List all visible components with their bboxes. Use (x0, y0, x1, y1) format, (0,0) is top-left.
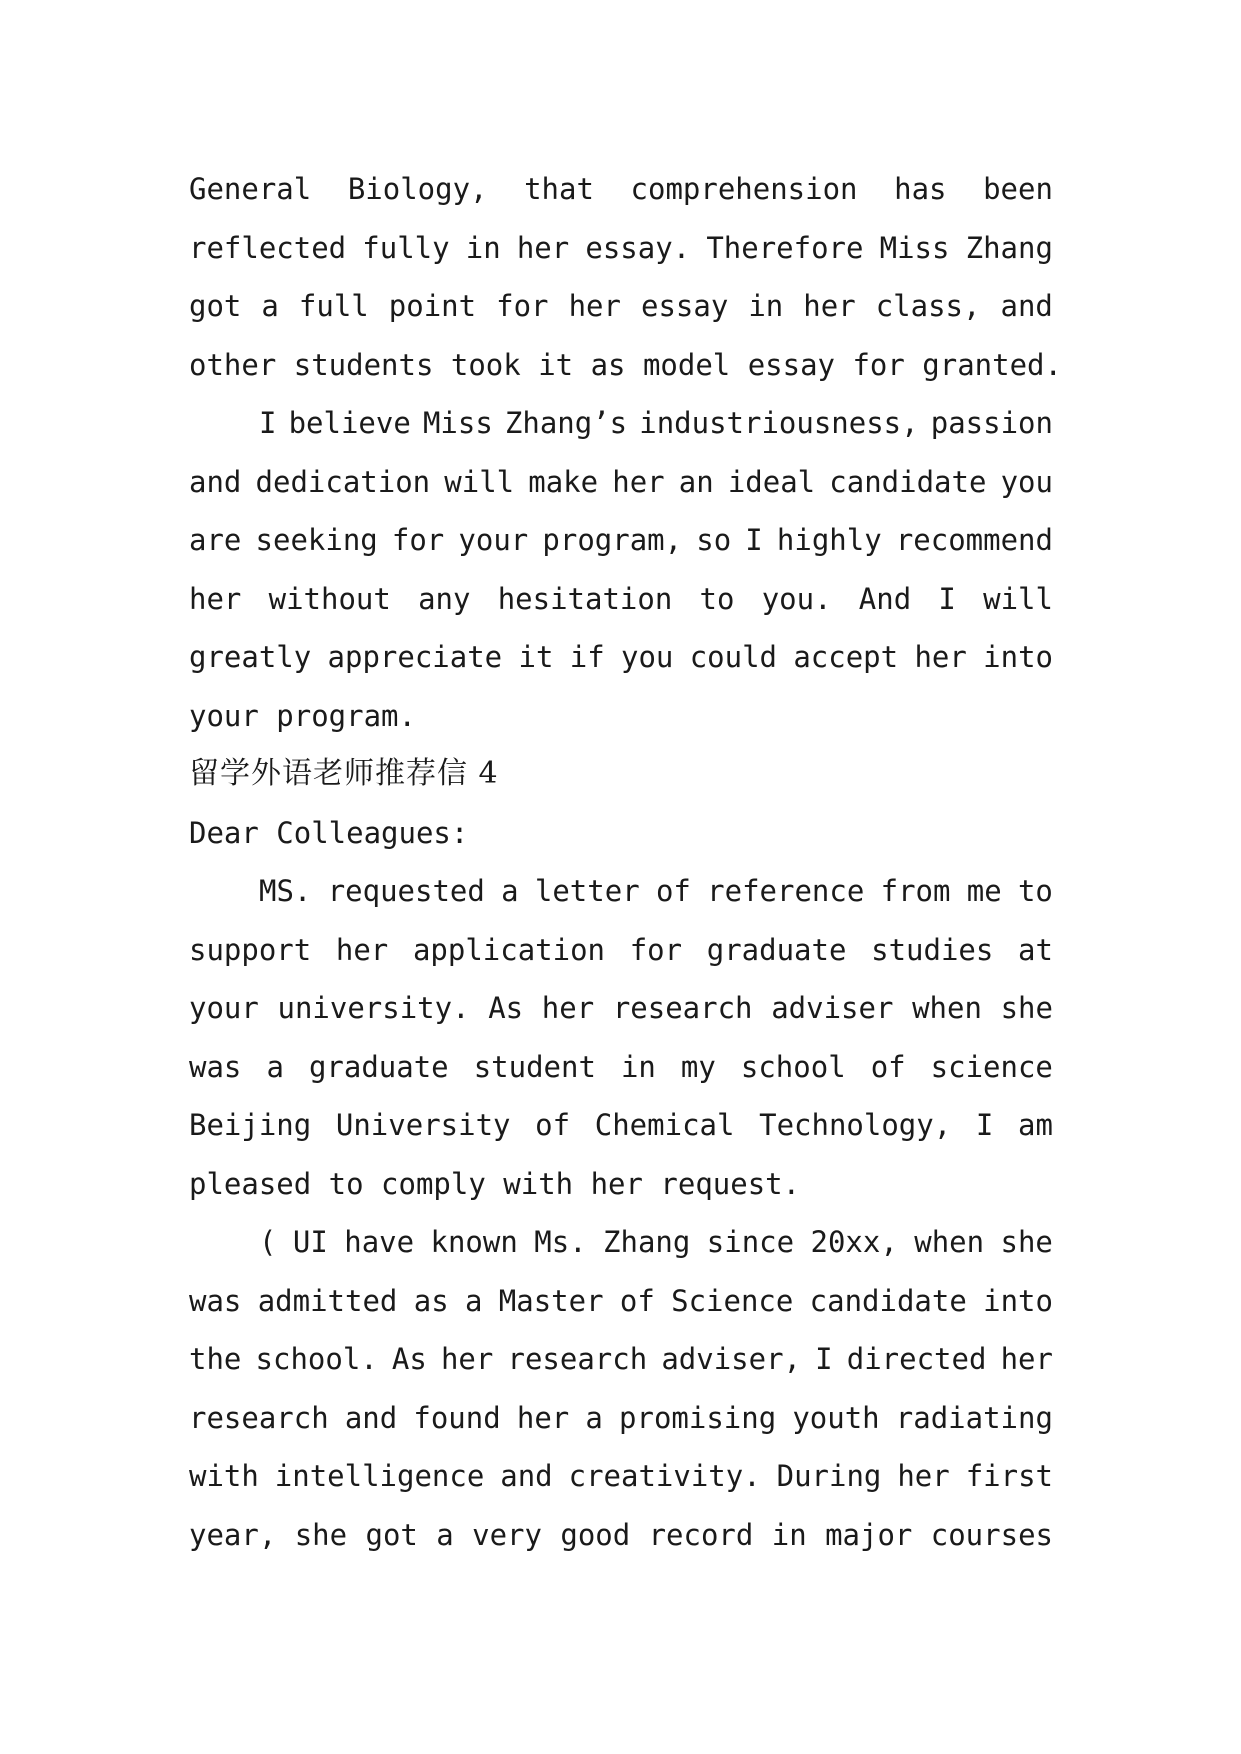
text-line: other students took it as model essay for granted. (189, 347, 1062, 382)
text-line: the school. As her research adviser, I directed her (189, 1342, 1053, 1376)
text-line: year, she got a very good record in major courses (189, 1517, 1053, 1552)
text-line: with intelligence and creativity. During her first (189, 1459, 1053, 1493)
text-line: ( UI have known Ms. Zhang since 20xx, when she (259, 1225, 1053, 1259)
text-line: got a full point for her essay in her class, and (189, 289, 1053, 323)
text-line: greatly appreciate it if you could accept her into (189, 640, 1053, 674)
text-line: research and found her a promising youth radiating (189, 1400, 1053, 1435)
document-body (189, 160, 1062, 1564)
text-line: are seeking for your program, so I highly recommend (189, 523, 1053, 557)
text-line: was a graduate student in my school of science (189, 1049, 1053, 1084)
text-line: I believe Miss Zhang’s industriousness, passion (259, 406, 1053, 440)
text-line: MS. requested a letter of reference from me to (259, 874, 1053, 908)
text-line: pleased to comply with her request. (189, 1166, 801, 1201)
text-line: reflected fully in her essay. Therefore Miss Zhang (189, 230, 1053, 265)
text-line: and dedication will make her an ideal candidate you (189, 464, 1053, 499)
text-line: support her application for graduate studies at (189, 932, 1053, 967)
text-line: General Biology, that comprehension has been (189, 172, 1053, 206)
text-line: Dear Colleagues: (189, 815, 469, 850)
text-line: her without any hesitation to you. And I will (189, 581, 1053, 616)
text-line: Beijing University of Chemical Technology, I am (189, 1108, 1053, 1142)
text-line: your university. As her research adviser when she (189, 991, 1053, 1025)
text-line: your program. (189, 698, 416, 733)
text-line: 留学外语老师推荐信 4 (189, 756, 499, 791)
text-line: was admitted as a Master of Science candidate into (189, 1283, 1053, 1318)
